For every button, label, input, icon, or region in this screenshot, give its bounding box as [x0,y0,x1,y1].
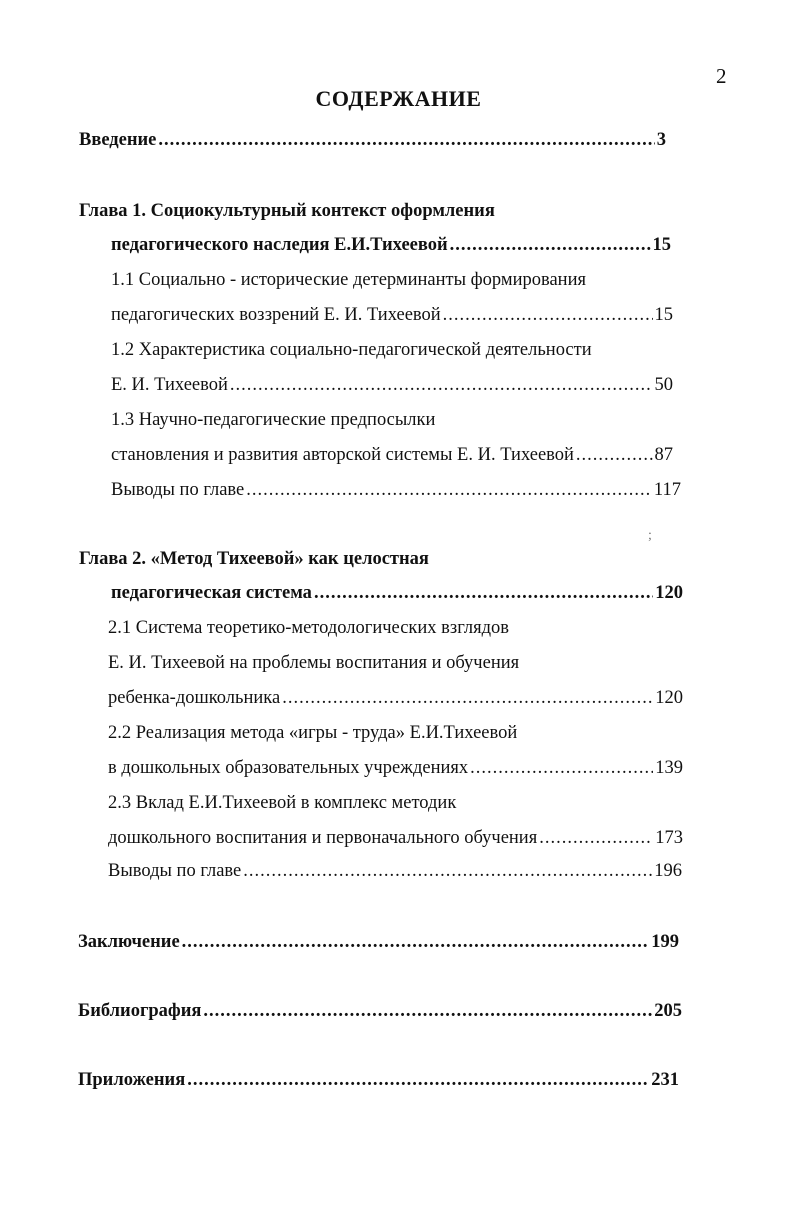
dot-leader [203,998,652,1024]
toc-entry-text: ребенка-дошкольника [108,688,281,708]
toc-page-number: 120 [655,583,683,603]
toc-entry-text: Заключение [78,932,180,952]
page-title: СОДЕРЖАНИЕ [315,86,482,111]
toc-entry-text: Приложения [78,1070,186,1090]
dot-leader [158,127,654,153]
toc-entry-text: педагогического наследия Е.И.Тихеевой [111,235,448,255]
toc-entry-text: педагогических воззрений Е. И. Тихеевой [111,305,441,325]
dot-leader [230,372,653,398]
section-2-1-heading-cont: Е. И. Тихеевой на проблемы воспитания и обучения [108,653,520,673]
dot-leader [450,232,651,258]
page-number: 2 [716,64,727,88]
toc-page-number: 120 [655,688,683,708]
toc-page-number: 199 [651,932,679,952]
toc-entry-section-2-2 [108,755,683,781]
toc-entry-chapter2 [111,580,683,606]
toc-entry-chapter2-conclusions [108,858,682,884]
toc-entry-chapter1 [111,232,671,258]
toc-entry-text: Выводы по главе [111,480,245,500]
toc-page-number: 231 [651,1070,679,1090]
toc-page-number: 50 [654,375,673,395]
toc-entry-introduction [79,127,666,153]
toc-page-number: 15 [652,235,671,255]
toc-page-number: 139 [655,758,683,778]
section-2-1-heading: 2.1 Система теоретико-методологических взглядов [108,618,510,638]
section-1-3-heading: 1.3 Научно-педагогические предпосылки [111,410,436,430]
toc-entry-section-1-1 [111,302,673,328]
dot-leader [539,825,653,851]
toc-page-number: 117 [653,480,681,500]
toc-entry-conclusion [78,929,679,955]
scan-speck: ; [648,528,652,543]
toc-entry-bibliography [78,998,682,1024]
toc-page-number: 205 [654,1001,682,1021]
dot-leader [182,929,650,955]
dot-leader [246,477,652,503]
toc-entry-appendices [78,1067,679,1093]
toc-entry-chapter1-conclusions [111,477,681,503]
dot-leader [314,580,653,606]
section-1-2-heading: 1.2 Характеристика социально-педагогической деятельности [111,340,592,360]
toc-entry-section-1-2 [111,372,673,398]
toc-entry-section-2-3 [108,825,683,851]
section-2-2-heading: 2.2 Реализация метода «игры - труда» Е.И.Тихеевой [108,723,518,743]
toc-entry-text: педагогическая система [111,583,312,603]
toc-entry-text: Выводы по главе [108,861,242,881]
section-2-3-heading: 2.3 Вклад Е.И.Тихеевой в комплекс методик [108,793,457,813]
chapter1-heading: Глава 1. Социокультурный контекст оформления [79,201,495,221]
toc-page-number: 173 [655,828,683,848]
toc-entry-text: становления и развития авторской системы Е. И. Тихеевой [111,445,574,465]
toc-page-number: 3 [656,130,666,150]
dot-leader [187,1067,649,1093]
dot-leader [443,302,653,328]
section-1-1-heading: 1.1 Социально - исторические детерминанты формирования [111,270,586,290]
toc-page-number: 15 [654,305,673,325]
chapter2-heading: Глава 2. «Метод Тихеевой» как целостная [79,549,429,569]
dot-leader [243,858,652,884]
toc-page-number: 87 [654,445,673,465]
toc-page-number: 196 [654,861,682,881]
toc-entry-text: Библиография [78,1001,202,1021]
dot-leader [470,755,653,781]
dot-leader [576,442,653,468]
toc-entry-section-1-3 [111,442,673,468]
toc-entry-text: дошкольного воспитания и первоначального обучения [108,828,538,848]
dot-leader [282,685,653,711]
toc-entry-text: в дошкольных образовательных учреждениях [108,758,469,778]
toc-entry-section-2-1 [108,685,683,711]
toc-entry-text: Введение [79,130,157,150]
toc-entry-text: Е. И. Тихеевой [111,375,228,395]
